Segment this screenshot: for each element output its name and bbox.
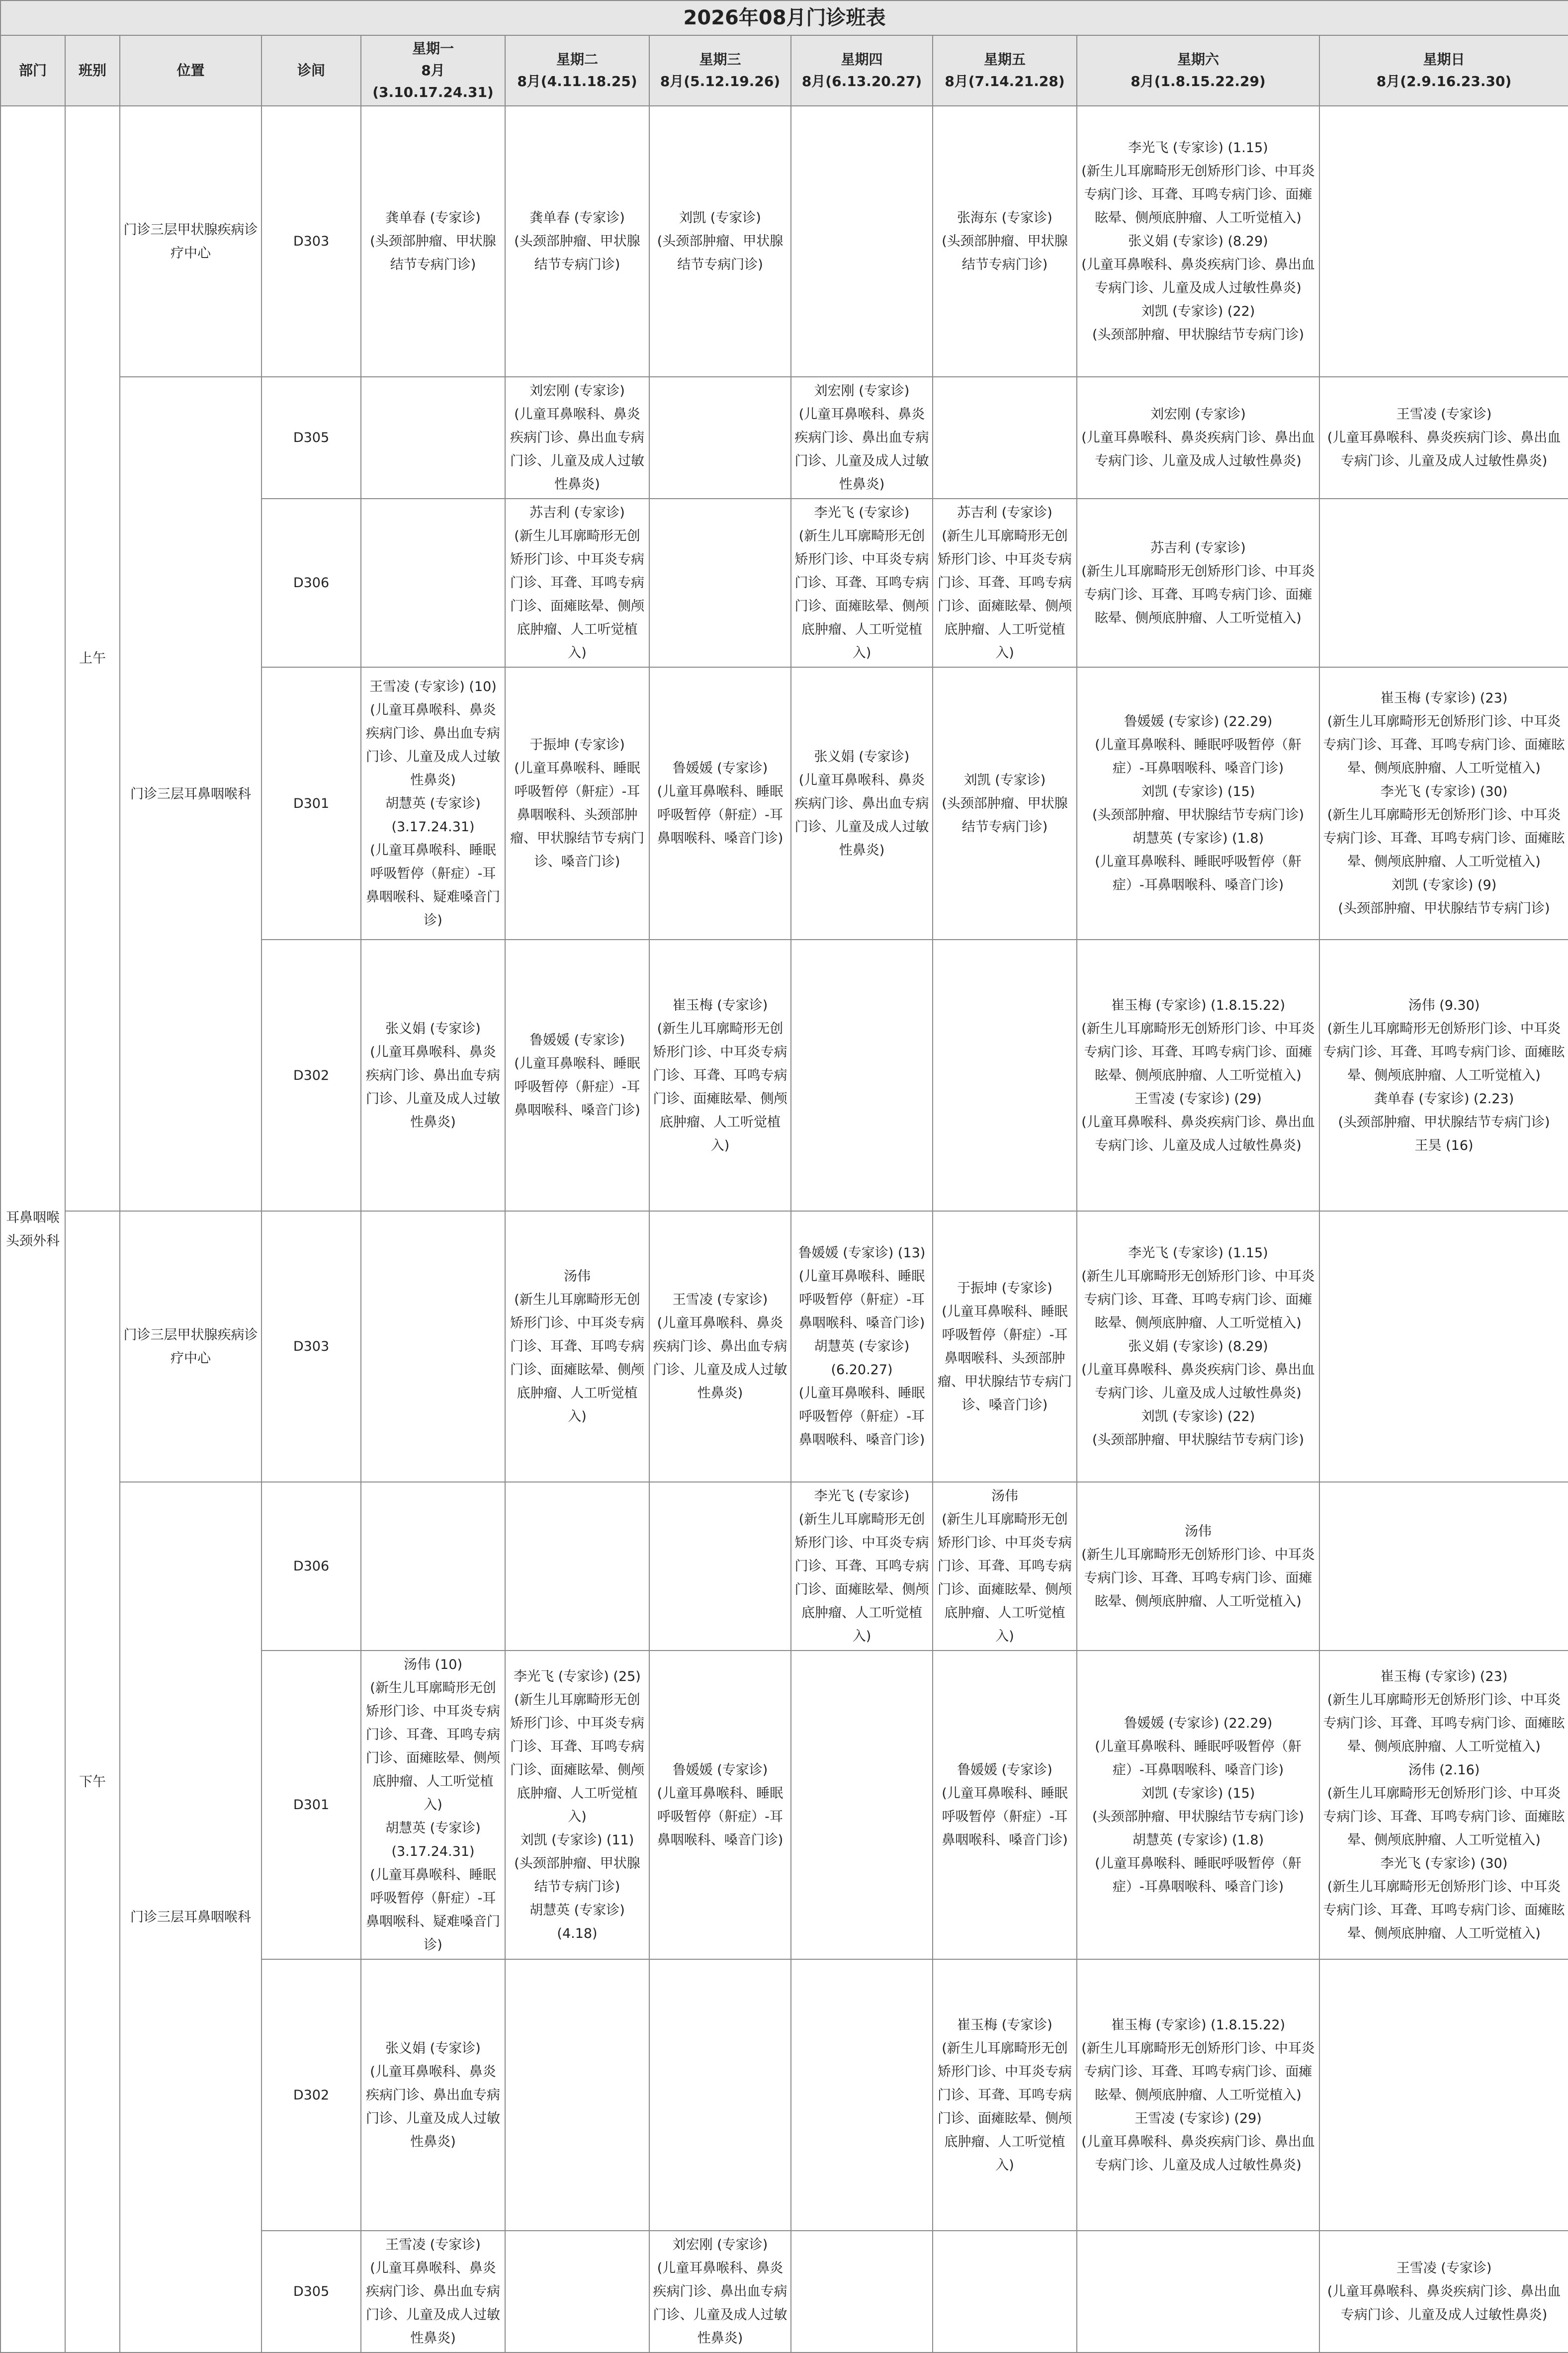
day-name: 星期四 <box>841 51 883 68</box>
schedule-title: 2026年08月门诊班表 <box>0 0 1568 35</box>
day-name: 星期六 <box>1177 51 1219 68</box>
slot-mon: 张义娟 (专家诊) (儿童耳鼻喉科、鼻炎疾病门诊、鼻出血专病门诊、儿童及成人过敏性鼻炎) <box>361 940 505 1211</box>
slot-sat: 鲁媛媛 (专家诊) (22.29) (儿童耳鼻喉科、睡眠呼吸暂停（鼾症）-耳鼻咽喉科、嗓音门诊) 刘凯 (专家诊) (15) (头颈部肿瘤、甲状腺结节专病门诊) 胡慧英 (专家诊) (1.8) (儿童耳鼻喉科、睡眠呼吸暂停（鼾症）-耳鼻咽喉科、嗓音门诊) <box>1077 667 1319 940</box>
slot-fri: 崔玉梅 (专家诊) (新生儿耳廓畸形无创矫形门诊、中耳炎专病门诊、耳聋、耳鸣专病门诊、面瘫眩晕、侧颅底肿瘤、人工听觉植入) <box>933 1959 1077 2231</box>
slot-sun: 王雪凌 (专家诊) (儿童耳鼻喉科、鼻炎疾病门诊、鼻出血专病门诊、儿童及成人过敏性鼻炎) <box>1319 2231 1568 2353</box>
slot-wed <box>649 377 791 499</box>
schedule-row <box>0 1482 1568 1651</box>
schedule-row <box>0 106 1568 377</box>
slot-sat: 苏吉利 (专家诊) (新生儿耳廓畸形无创矫形门诊、中耳炎专病门诊、耳聋、耳鸣专病门诊、面瘫眩晕、侧颅底肿瘤、人工听觉植入) <box>1077 499 1319 667</box>
header-day-fri <box>933 35 1077 106</box>
day-dates: 8月(2.9.16.23.30) <box>1376 73 1512 89</box>
slot-tue: 于振坤 (专家诊) (儿童耳鼻喉科、睡眠呼吸暂停（鼾症）-耳鼻咽喉科、头颈部肿瘤、甲状腺结节专病门诊、嗓音门诊) <box>505 667 649 940</box>
slot-mon <box>361 499 505 667</box>
slot-fri <box>933 377 1077 499</box>
slot-mon <box>361 377 505 499</box>
slot-fri: 汤伟 (新生儿耳廓畸形无创矫形门诊、中耳炎专病门诊、耳聋、耳鸣专病门诊、面瘫眩晕、侧颅底肿瘤、人工听觉植入) <box>933 1482 1077 1651</box>
header-day-sat <box>1077 35 1319 106</box>
slot-thu: 鲁媛媛 (专家诊) (13) (儿童耳鼻喉科、睡眠呼吸暂停（鼾症）-耳鼻咽喉科、嗓音门诊) 胡慧英 (专家诊) (6.20.27) (儿童耳鼻喉科、睡眠呼吸暂停（鼾症）-耳鼻咽喉科、嗓音门诊) <box>791 1211 933 1482</box>
room-id: D306 <box>261 499 361 667</box>
slot-sat: 崔玉梅 (专家诊) (1.8.15.22) (新生儿耳廓畸形无创矫形门诊、中耳炎专病门诊、耳聋、耳鸣专病门诊、面瘫眩晕、侧颅底肿瘤、人工听觉植入) 王雪凌 (专家诊) (29) (儿童耳鼻喉科、鼻炎疾病门诊、鼻出血专病门诊、儿童及成人过敏性鼻炎) <box>1077 1959 1319 2231</box>
location-ent: 门诊三层耳鼻咽喉科 <box>120 377 261 1211</box>
day-dates: 8月(3.10.17.24.31) <box>372 62 494 100</box>
slot-mon: 王雪凌 (专家诊) (儿童耳鼻喉科、鼻炎疾病门诊、鼻出血专病门诊、儿童及成人过敏性鼻炎) <box>361 2231 505 2353</box>
header-day-sun <box>1319 35 1568 106</box>
room-id: D302 <box>261 1959 361 2231</box>
slot-mon <box>361 1482 505 1651</box>
header-day-tue <box>505 35 649 106</box>
location-thyroid: 门诊三层甲状腺疾病诊疗中心 <box>120 106 261 377</box>
slot-fri: 于振坤 (专家诊) (儿童耳鼻喉科、睡眠呼吸暂停（鼾症）-耳鼻咽喉科、头颈部肿瘤、甲状腺结节专病门诊、嗓音门诊) <box>933 1211 1077 1482</box>
slot-sun <box>1319 1482 1568 1651</box>
header-day-mon <box>361 35 505 106</box>
slot-sun <box>1319 499 1568 667</box>
day-name: 星期五 <box>983 51 1026 68</box>
slot-wed <box>649 1482 791 1651</box>
shift-pm: 下午 <box>65 1211 120 2353</box>
day-name: 星期三 <box>699 51 741 68</box>
slot-wed <box>649 1959 791 2231</box>
slot-tue <box>505 1959 649 2231</box>
day-name: 星期一 <box>412 40 454 57</box>
slot-sun: 崔玉梅 (专家诊) (23) (新生儿耳廓畸形无创矫形门诊、中耳炎专病门诊、耳聋、耳鸣专病门诊、面瘫眩晕、侧颅底肿瘤、人工听觉植入) 汤伟 (2.16) (新生儿耳廓畸形无创矫形门诊、中耳炎专病门诊、耳聋、耳鸣专病门诊、面瘫眩晕、侧颅底肿瘤、人工听觉植入) 李光飞 (专家诊) (30) (新生儿耳廓畸形无创矫形门诊、中耳炎专病门诊、耳聋、耳鸣专病门诊、面瘫眩晕、侧颅底肿瘤、人工听觉植入) <box>1319 1651 1568 1959</box>
room-id: D305 <box>261 2231 361 2353</box>
slot-wed: 王雪凌 (专家诊) (儿童耳鼻喉科、鼻炎疾病门诊、鼻出血专病门诊、儿童及成人过敏性鼻炎) <box>649 1211 791 1482</box>
header-day-thu <box>791 35 933 106</box>
slot-wed: 鲁媛媛 (专家诊) (儿童耳鼻喉科、睡眠呼吸暂停（鼾症）-耳鼻咽喉科、嗓音门诊) <box>649 667 791 940</box>
slot-thu <box>791 106 933 377</box>
slot-mon: 王雪凌 (专家诊) (10) (儿童耳鼻喉科、鼻炎疾病门诊、鼻出血专病门诊、儿童及成人过敏性鼻炎) 胡慧英 (专家诊) (3.17.24.31) (儿童耳鼻喉科、睡眠呼吸暂停（鼾症）-耳鼻咽喉科、疑难嗓音门诊) <box>361 667 505 940</box>
header-shift: 班别 <box>65 35 120 106</box>
slot-mon: 汤伟 (10) (新生儿耳廓畸形无创矫形门诊、中耳炎专病门诊、耳聋、耳鸣专病门诊、面瘫眩晕、侧颅底肿瘤、人工听觉植入) 胡慧英 (专家诊) (3.17.24.31) (儿童耳鼻喉科、睡眠呼吸暂停（鼾症）-耳鼻咽喉科、疑难嗓音门诊) <box>361 1651 505 1959</box>
day-name: 星期二 <box>556 51 598 68</box>
header-day-wed <box>649 35 791 106</box>
slot-tue: 鲁媛媛 (专家诊) (儿童耳鼻喉科、睡眠呼吸暂停（鼾症）-耳鼻咽喉科、嗓音门诊) <box>505 940 649 1211</box>
slot-thu: 李光飞 (专家诊) (新生儿耳廓畸形无创矫形门诊、中耳炎专病门诊、耳聋、耳鸣专病门诊、面瘫眩晕、侧颅底肿瘤、人工听觉植入) <box>791 1482 933 1651</box>
slot-sun <box>1319 1211 1568 1482</box>
slot-mon: 张义娟 (专家诊) (儿童耳鼻喉科、鼻炎疾病门诊、鼻出血专病门诊、儿童及成人过敏性鼻炎) <box>361 1959 505 2231</box>
slot-sun: 汤伟 (9.30) (新生儿耳廓畸形无创矫形门诊、中耳炎专病门诊、耳聋、耳鸣专病门诊、面瘫眩晕、侧颅底肿瘤、人工听觉植入) 龚单春 (专家诊) (2.23) (头颈部肿瘤、甲状腺结节专病门诊) 王昊 (16) <box>1319 940 1568 1211</box>
slot-sat <box>1077 2231 1319 2353</box>
day-dates: 8月(6.13.20.27) <box>801 73 922 89</box>
header-room: 诊间 <box>261 35 361 106</box>
room-id: D301 <box>261 667 361 940</box>
room-id: D303 <box>261 1211 361 1482</box>
schedule-row <box>0 377 1568 499</box>
room-id: D306 <box>261 1482 361 1651</box>
room-id: D305 <box>261 377 361 499</box>
slot-fri: 刘凯 (专家诊) (头颈部肿瘤、甲状腺结节专病门诊) <box>933 667 1077 940</box>
header-dept: 部门 <box>0 35 65 106</box>
slot-fri <box>933 2231 1077 2353</box>
slot-mon <box>361 1211 505 1482</box>
location-ent: 门诊三层耳鼻咽喉科 <box>120 1482 261 2353</box>
shift-am: 上午 <box>65 106 120 1211</box>
slot-thu: 张义娟 (专家诊) (儿童耳鼻喉科、鼻炎疾病门诊、鼻出血专病门诊、儿童及成人过敏性鼻炎) <box>791 667 933 940</box>
slot-sat: 汤伟 (新生儿耳廓畸形无创矫形门诊、中耳炎专病门诊、耳聋、耳鸣专病门诊、面瘫眩晕、侧颅底肿瘤、人工听觉植入) <box>1077 1482 1319 1651</box>
slot-sun: 王雪凌 (专家诊) (儿童耳鼻喉科、鼻炎疾病门诊、鼻出血专病门诊、儿童及成人过敏性鼻炎) <box>1319 377 1568 499</box>
day-dates: 8月(7.14.21.28) <box>945 73 1065 89</box>
slot-fri <box>933 940 1077 1211</box>
schedule-row <box>0 1211 1568 1482</box>
slot-thu <box>791 940 933 1211</box>
room-id: D302 <box>261 940 361 1211</box>
slot-thu: 李光飞 (专家诊) (新生儿耳廓畸形无创矫形门诊、中耳炎专病门诊、耳聋、耳鸣专病门诊、面瘫眩晕、侧颅底肿瘤、人工听觉植入) <box>791 499 933 667</box>
slot-tue: 李光飞 (专家诊) (25) (新生儿耳廓畸形无创矫形门诊、中耳炎专病门诊、耳聋、耳鸣专病门诊、面瘫眩晕、侧颅底肿瘤、人工听觉植入) 刘凯 (专家诊) (11) (头颈部肿瘤、甲状腺结节专病门诊) 胡慧英 (专家诊) (4.18) <box>505 1651 649 1959</box>
slot-thu <box>791 2231 933 2353</box>
slot-sat: 李光飞 (专家诊) (1.15) (新生儿耳廓畸形无创矫形门诊、中耳炎专病门诊、耳聋、耳鸣专病门诊、面瘫眩晕、侧颅底肿瘤、人工听觉植入) 张义娟 (专家诊) (8.29) (儿童耳鼻喉科、鼻炎疾病门诊、鼻出血专病门诊、儿童及成人过敏性鼻炎) 刘凯 (专家诊) (22) (头颈部肿瘤、甲状腺结节专病门诊) <box>1077 1211 1319 1482</box>
slot-sun: 崔玉梅 (专家诊) (23) (新生儿耳廓畸形无创矫形门诊、中耳炎专病门诊、耳聋、耳鸣专病门诊、面瘫眩晕、侧颅底肿瘤、人工听觉植入) 李光飞 (专家诊) (30) (新生儿耳廓畸形无创矫形门诊、中耳炎专病门诊、耳聋、耳鸣专病门诊、面瘫眩晕、侧颅底肿瘤、人工听觉植入) 刘凯 (专家诊) (9) (头颈部肿瘤、甲状腺结节专病门诊) <box>1319 667 1568 940</box>
day-name: 星期日 <box>1423 51 1465 68</box>
room-id: D303 <box>261 106 361 377</box>
slot-fri: 苏吉利 (专家诊) (新生儿耳廓畸形无创矫形门诊、中耳炎专病门诊、耳聋、耳鸣专病门诊、面瘫眩晕、侧颅底肿瘤、人工听觉植入) <box>933 499 1077 667</box>
slot-tue: 汤伟 (新生儿耳廓畸形无创矫形门诊、中耳炎专病门诊、耳聋、耳鸣专病门诊、面瘫眩晕、侧颅底肿瘤、人工听觉植入) <box>505 1211 649 1482</box>
slot-sat: 鲁媛媛 (专家诊) (22.29) (儿童耳鼻喉科、睡眠呼吸暂停（鼾症）-耳鼻咽喉科、嗓音门诊) 刘凯 (专家诊) (15) (头颈部肿瘤、甲状腺结节专病门诊) 胡慧英 (专家诊) (1.8) (儿童耳鼻喉科、睡眠呼吸暂停（鼾症）-耳鼻咽喉科、嗓音门诊) <box>1077 1651 1319 1959</box>
slot-thu: 刘宏刚 (专家诊) (儿童耳鼻喉科、鼻炎疾病门诊、鼻出血专病门诊、儿童及成人过敏性鼻炎) <box>791 377 933 499</box>
slot-sat: 刘宏刚 (专家诊) (儿童耳鼻喉科、鼻炎疾病门诊、鼻出血专病门诊、儿童及成人过敏性鼻炎) <box>1077 377 1319 499</box>
slot-wed: 崔玉梅 (专家诊) (新生儿耳廓畸形无创矫形门诊、中耳炎专病门诊、耳聋、耳鸣专病门诊、面瘫眩晕、侧颅底肿瘤、人工听觉植入) <box>649 940 791 1211</box>
slot-tue: 龚单春 (专家诊) (头颈部肿瘤、甲状腺结节专病门诊) <box>505 106 649 377</box>
slot-tue: 刘宏刚 (专家诊) (儿童耳鼻喉科、鼻炎疾病门诊、鼻出血专病门诊、儿童及成人过敏性鼻炎) <box>505 377 649 499</box>
slot-sun <box>1319 106 1568 377</box>
slot-wed <box>649 499 791 667</box>
slot-thu <box>791 1651 933 1959</box>
slot-mon: 龚单春 (专家诊) (头颈部肿瘤、甲状腺结节专病门诊) <box>361 106 505 377</box>
slot-sat: 崔玉梅 (专家诊) (1.8.15.22) (新生儿耳廓畸形无创矫形门诊、中耳炎专病门诊、耳聋、耳鸣专病门诊、面瘫眩晕、侧颅底肿瘤、人工听觉植入) 王雪凌 (专家诊) (29) (儿童耳鼻喉科、鼻炎疾病门诊、鼻出血专病门诊、儿童及成人过敏性鼻炎) <box>1077 940 1319 1211</box>
day-dates: 8月(5.12.19.26) <box>660 73 781 89</box>
day-dates: 8月(1.8.15.22.29) <box>1131 73 1266 89</box>
slot-wed: 刘凯 (专家诊) (头颈部肿瘤、甲状腺结节专病门诊) <box>649 106 791 377</box>
slot-tue: 苏吉利 (专家诊) (新生儿耳廓畸形无创矫形门诊、中耳炎专病门诊、耳聋、耳鸣专病门诊、面瘫眩晕、侧颅底肿瘤、人工听觉植入) <box>505 499 649 667</box>
slot-wed: 刘宏刚 (专家诊) (儿童耳鼻喉科、鼻炎疾病门诊、鼻出血专病门诊、儿童及成人过敏性鼻炎) <box>649 2231 791 2353</box>
slot-sat: 李光飞 (专家诊) (1.15) (新生儿耳廓畸形无创矫形门诊、中耳炎专病门诊、耳聋、耳鸣专病门诊、面瘫眩晕、侧颅底肿瘤、人工听觉植入) 张义娟 (专家诊) (8.29) (儿童耳鼻喉科、鼻炎疾病门诊、鼻出血专病门诊、儿童及成人过敏性鼻炎) 刘凯 (专家诊) (22) (头颈部肿瘤、甲状腺结节专病门诊) <box>1077 106 1319 377</box>
location-thyroid: 门诊三层甲状腺疾病诊疗中心 <box>120 1211 261 1482</box>
dept-cell: 耳鼻咽喉头颈外科 <box>0 106 65 2353</box>
room-id: D301 <box>261 1651 361 1959</box>
slot-tue <box>505 2231 649 2353</box>
slot-sun <box>1319 1959 1568 2231</box>
slot-wed: 鲁媛媛 (专家诊) (儿童耳鼻喉科、睡眠呼吸暂停（鼾症）-耳鼻咽喉科、嗓音门诊) <box>649 1651 791 1959</box>
slot-fri: 鲁媛媛 (专家诊) (儿童耳鼻喉科、睡眠呼吸暂停（鼾症）-耳鼻咽喉科、嗓音门诊) <box>933 1651 1077 1959</box>
slot-fri: 张海东 (专家诊) (头颈部肿瘤、甲状腺结节专病门诊) <box>933 106 1077 377</box>
slot-tue <box>505 1482 649 1651</box>
slot-thu <box>791 1959 933 2231</box>
header-location: 位置 <box>120 35 261 106</box>
day-dates: 8月(4.11.18.25) <box>517 73 637 89</box>
